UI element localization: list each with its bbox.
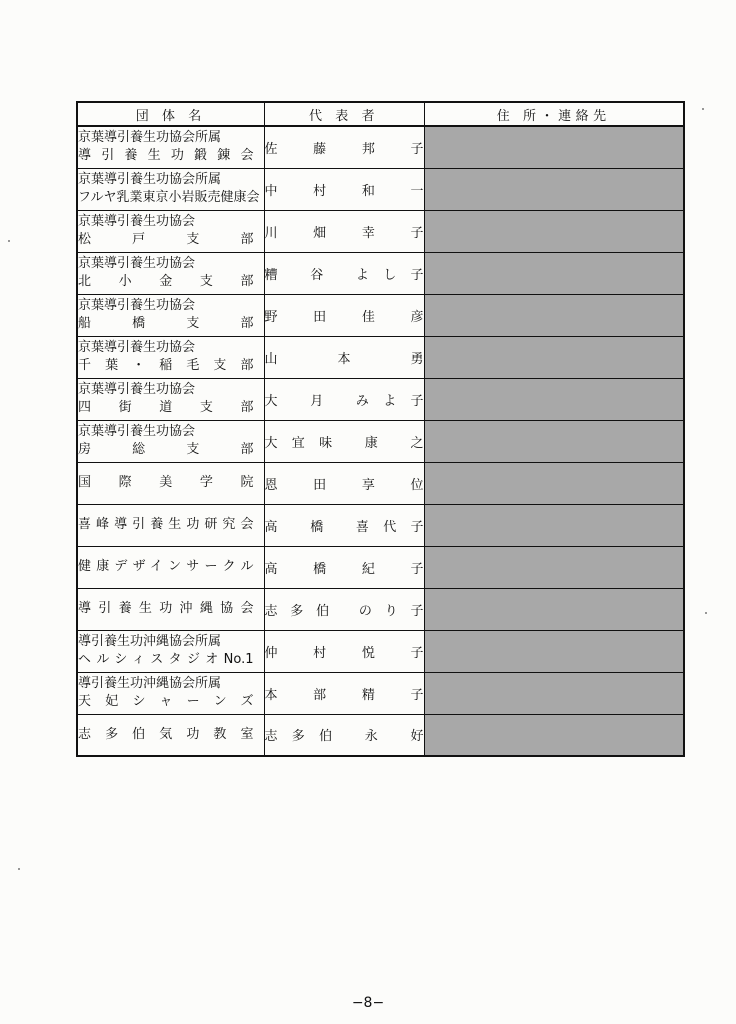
representative-cell: 山 本 勇 — [264, 336, 424, 378]
representative-cell: 高 橋 紀 子 — [264, 546, 424, 588]
table-row — [77, 126, 684, 168]
organization-name-cell — [77, 672, 264, 714]
organization-name-line1: 健康デザインサークル — [78, 559, 254, 574]
organization-name-line1: 京葉導引養生功協会所属 — [78, 130, 222, 146]
representative-cell: 糟 谷 よし子 — [264, 252, 424, 294]
representative-cell: 大 月 みよ子 — [264, 378, 424, 420]
address-redacted-cell — [424, 504, 684, 546]
organization-name-line2: 松戸支部 — [78, 232, 254, 247]
organization-name-cell — [77, 210, 264, 252]
organization-name-cell — [77, 630, 264, 672]
address-redacted-cell — [424, 630, 684, 672]
table-row — [77, 210, 684, 252]
organization-name-cell — [77, 378, 264, 420]
table-row — [77, 714, 684, 756]
organization-name-cell — [77, 420, 264, 462]
table-row — [77, 294, 684, 336]
table-row — [77, 168, 684, 210]
organization-name-cell — [77, 504, 264, 546]
table-row — [77, 336, 684, 378]
organization-name-cell — [77, 126, 264, 168]
representative-cell: 仲 村 悦 子 — [264, 630, 424, 672]
scan-speck — [8, 240, 10, 242]
organization-name-line1: 導引養生功沖縄協会所属 — [78, 634, 222, 649]
table-row — [77, 462, 684, 504]
organization-name-line2: 四街道支部 — [78, 400, 254, 415]
address-redacted-cell — [424, 420, 684, 462]
organization-name-cell — [77, 588, 264, 630]
organization-name-line1: 京葉導引養生功協会 — [78, 382, 196, 397]
address-redacted-cell — [424, 252, 684, 294]
representative-cell: 川 畑 幸 子 — [264, 210, 424, 252]
address-redacted-cell — [424, 336, 684, 378]
table-row — [77, 378, 684, 420]
organization-name-line1: 京葉導引養生功協会 — [78, 214, 196, 229]
organization-name-cell — [77, 546, 264, 588]
organization-name-line2: 導引養生功鍛錬会 — [78, 148, 254, 164]
organization-name-cell — [77, 462, 264, 504]
representative-cell: 本 部 精 子 — [264, 672, 424, 714]
scan-speck — [705, 612, 707, 614]
address-redacted-cell — [424, 588, 684, 630]
representative-cell: 志多伯 永 好 — [264, 714, 424, 756]
organization-name-line1: 京葉導引養生功協会所属 — [78, 172, 222, 187]
organization-name-line2: 船橋支部 — [78, 316, 254, 331]
address-redacted-cell — [424, 462, 684, 504]
table-row — [77, 504, 684, 546]
representative-cell: 佐 藤 邦 子 — [264, 126, 424, 168]
organization-name-cell — [77, 168, 264, 210]
organization-name-cell — [77, 294, 264, 336]
organization-name-line2: 房総支部 — [78, 442, 254, 457]
representative-cell: 大宜味 康 之 — [264, 420, 424, 462]
address-redacted-cell — [424, 546, 684, 588]
organization-name-line1: 導引養生功沖縄協会 — [78, 601, 254, 616]
scan-speck — [18, 868, 20, 870]
header-representative: 代 表 者 — [264, 102, 424, 126]
address-redacted-cell — [424, 168, 684, 210]
representative-cell: 志多伯 のり子 — [264, 588, 424, 630]
organization-name-line1: 京葉導引養生功協会 — [78, 298, 196, 313]
organization-name-line2: ヘルシィスタジオNo.1 — [78, 652, 254, 667]
organization-name-line1: 志多伯気功教室 — [78, 726, 254, 742]
representative-cell: 中 村 和 一 — [264, 168, 424, 210]
table-row — [77, 588, 684, 630]
organization-name-line1: 京葉導引養生功協会 — [78, 424, 196, 439]
representative-cell: 恩 田 享 位 — [264, 462, 424, 504]
organization-name-line2: 天妃シャーンズ — [78, 694, 254, 709]
organization-name-line1: 国際美学院 — [78, 475, 254, 490]
scan-speck — [702, 108, 704, 110]
address-redacted-cell — [424, 672, 684, 714]
address-redacted-cell — [424, 294, 684, 336]
organization-name-line2: 北小金支部 — [78, 274, 254, 289]
table-row — [77, 252, 684, 294]
header-address-contact: 住 所・連絡先 — [424, 102, 684, 126]
table-row — [77, 420, 684, 462]
address-redacted-cell — [424, 378, 684, 420]
representative-cell: 野 田 佳 彦 — [264, 294, 424, 336]
organization-name-line1: 京葉導引養生功協会 — [78, 340, 196, 355]
organization-table — [76, 101, 685, 757]
page-number: −8− — [351, 995, 385, 1011]
table-row — [77, 630, 684, 672]
organization-name-cell — [77, 714, 264, 756]
organization-name-line2: フルヤ乳業東京小岩販売健康会 — [78, 190, 260, 205]
organization-name-cell — [77, 336, 264, 378]
organization-name-line1: 喜峰導引養生功研究会 — [78, 517, 254, 532]
address-redacted-cell — [424, 714, 684, 756]
organization-name-cell — [77, 252, 264, 294]
table-row — [77, 672, 684, 714]
organization-name-line2: 千葉・稲毛支部 — [78, 358, 254, 373]
address-redacted-cell — [424, 210, 684, 252]
organization-name-line1: 京葉導引養生功協会 — [78, 256, 196, 271]
representative-cell: 高 橋 喜代子 — [264, 504, 424, 546]
table-header-row — [77, 102, 684, 126]
address-redacted-cell — [424, 126, 684, 168]
table-body — [77, 126, 684, 756]
organization-name-line1: 導引養生功沖縄協会所属 — [78, 676, 222, 691]
table-row — [77, 546, 684, 588]
header-organization: 団 体 名 — [77, 102, 264, 126]
